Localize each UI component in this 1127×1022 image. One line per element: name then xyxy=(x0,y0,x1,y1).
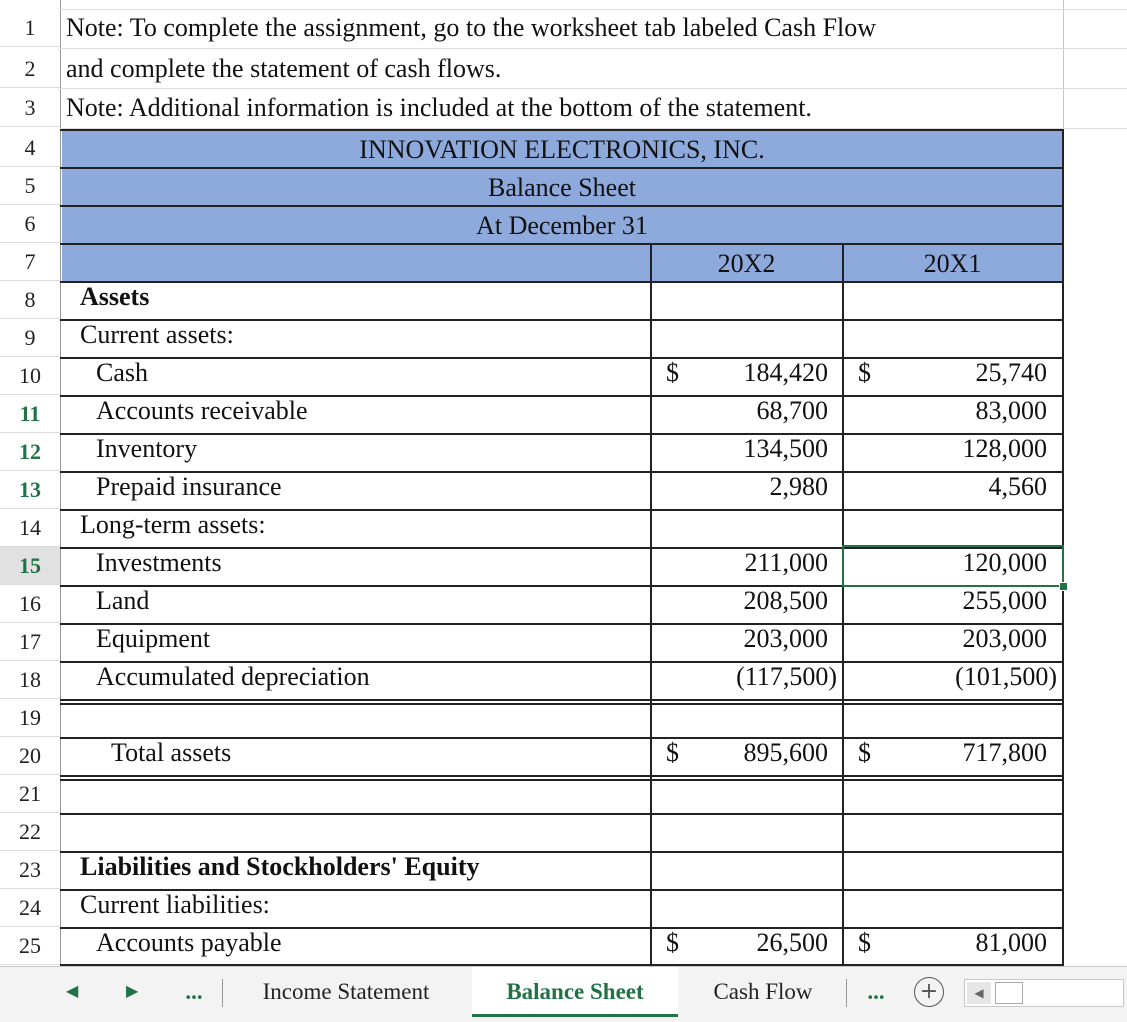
total-assets-20x2[interactable]: 895,600 xyxy=(743,738,828,767)
statement-title[interactable]: Balance Sheet xyxy=(488,173,636,202)
sheet-tab-bar xyxy=(0,966,1127,1022)
row-header-2[interactable]: 2 xyxy=(0,50,60,88)
tab-ellipsis-left[interactable]: ... xyxy=(185,979,203,1004)
accounts-receivable-20x2[interactable]: 68,700 xyxy=(756,396,828,425)
row-header-10[interactable]: 10 xyxy=(0,357,60,395)
row-header-12[interactable]: 12 xyxy=(0,433,60,471)
assets-heading[interactable]: Assets xyxy=(80,282,150,311)
row-header-14[interactable]: 14 xyxy=(0,509,60,547)
row-header-23[interactable]: 23 xyxy=(0,851,60,889)
fill-handle[interactable] xyxy=(1059,582,1068,591)
long-term-assets-heading[interactable]: Long-term assets: xyxy=(80,510,266,539)
row-header-5[interactable]: 5 xyxy=(0,167,60,205)
total-assets-20x1-dollar: $ xyxy=(858,738,871,767)
row-header-19[interactable]: 19 xyxy=(0,699,60,737)
add-sheet-icon[interactable] xyxy=(914,977,944,1007)
liabilities-equity-heading[interactable]: Liabilities and Stockholders' Equity xyxy=(80,852,480,881)
investments-label[interactable]: Investments xyxy=(96,548,222,577)
row-header-6[interactable]: 6 xyxy=(0,205,60,243)
total-assets-label[interactable]: Total assets xyxy=(111,738,232,767)
add-sheet-plus: + xyxy=(919,979,939,1004)
equipment-label[interactable]: Equipment xyxy=(96,624,211,653)
investments-20x2[interactable]: 211,000 xyxy=(744,548,828,577)
investments-20x1[interactable]: 120,000 xyxy=(962,548,1047,577)
note-line-3[interactable]: Note: Additional information is included at the bottom of the statement. xyxy=(66,93,812,122)
accounts-payable-20x1[interactable]: 81,000 xyxy=(975,928,1047,957)
prepaid-insurance-20x1[interactable]: 4,560 xyxy=(988,472,1047,501)
current-liabilities-heading[interactable]: Current liabilities: xyxy=(80,890,270,919)
inventory-20x2[interactable]: 134,500 xyxy=(743,434,828,463)
cash-20x1-dollar: $ xyxy=(858,358,871,387)
accumulated-depreciation-20x2[interactable]: (117,500) xyxy=(736,662,837,691)
row-header-25[interactable]: 25 xyxy=(0,927,60,965)
tab-balance-sheet[interactable]: Balance Sheet xyxy=(472,967,678,1017)
current-assets-heading[interactable]: Current assets: xyxy=(80,320,234,349)
cash-20x2-dollar: $ xyxy=(666,358,679,387)
accounts-receivable-20x1[interactable]: 83,000 xyxy=(975,396,1047,425)
row-header-3[interactable]: 3 xyxy=(0,89,60,127)
cash-20x1[interactable]: 25,740 xyxy=(975,358,1047,387)
accumulated-depreciation-label[interactable]: Accumulated depreciation xyxy=(96,662,370,691)
land-20x1[interactable]: 255,000 xyxy=(962,586,1047,615)
company-name[interactable]: INNOVATION ELECTRONICS, INC. xyxy=(359,135,765,164)
prepaid-insurance-20x2[interactable]: 2,980 xyxy=(769,472,828,501)
row-header-16[interactable]: 16 xyxy=(0,585,60,623)
row-header-17[interactable]: 17 xyxy=(0,623,60,661)
tab-cash-flow[interactable]: Cash Flow xyxy=(713,979,813,1004)
row-header-1[interactable]: 1 xyxy=(0,9,60,47)
row-header-8[interactable]: 8 xyxy=(0,281,60,319)
row-header-24[interactable]: 24 xyxy=(0,889,60,927)
row-header-22[interactable]: 22 xyxy=(0,813,60,851)
row-header-15[interactable]: 15 xyxy=(0,547,60,585)
scroll-left-icon[interactable]: ◀ xyxy=(66,983,79,1000)
total-assets-20x1[interactable]: 717,800 xyxy=(962,738,1047,767)
accounts-payable-20x2[interactable]: 26,500 xyxy=(756,928,828,957)
selected-cell[interactable] xyxy=(842,545,1064,587)
row-header-13[interactable]: 13 xyxy=(0,471,60,509)
equipment-20x2[interactable]: 203,000 xyxy=(743,624,828,653)
row-header-20[interactable]: 20 xyxy=(0,737,60,775)
row-header-4[interactable]: 4 xyxy=(0,129,60,167)
horizontal-scrollbar[interactable] xyxy=(964,979,1124,1007)
land-label[interactable]: Land xyxy=(96,586,150,615)
column-header-20x1[interactable]: 20X1 xyxy=(923,249,982,278)
row-header-11[interactable]: 11 xyxy=(0,395,60,433)
tab-income-statement[interactable]: Income Statement xyxy=(262,979,430,1004)
equipment-20x1[interactable]: 203,000 xyxy=(962,624,1047,653)
inventory-label[interactable]: Inventory xyxy=(96,434,198,463)
accounts-payable-20x1-dollar: $ xyxy=(858,928,871,957)
accounts-payable-label[interactable]: Accounts payable xyxy=(96,928,282,957)
cash-20x2[interactable]: 184,420 xyxy=(743,358,828,387)
scroll-right-icon[interactable]: ▶ xyxy=(126,983,139,1000)
scrollbar-thumb[interactable] xyxy=(995,982,1023,1004)
row-header-9[interactable]: 9 xyxy=(0,319,60,357)
statement-date[interactable]: At December 31 xyxy=(476,211,648,240)
note-line-2[interactable]: and complete the statement of cash flows. xyxy=(66,54,502,83)
cash-label[interactable]: Cash xyxy=(96,358,148,387)
land-20x2[interactable]: 208,500 xyxy=(743,586,828,615)
accounts-receivable-label[interactable]: Accounts receivable xyxy=(96,396,308,425)
tab-ellipsis-right[interactable]: ... xyxy=(867,979,885,1004)
column-header-20x2[interactable]: 20X2 xyxy=(717,249,776,278)
note-line-1[interactable]: Note: To complete the assignment, go to the worksheet tab labeled Cash Flow xyxy=(66,13,877,42)
accumulated-depreciation-20x1[interactable]: (101,500) xyxy=(955,662,1057,691)
scrollbar-left-arrow-icon[interactable]: ◀ xyxy=(967,982,991,1004)
accounts-payable-20x2-dollar: $ xyxy=(666,928,679,957)
inventory-20x1[interactable]: 128,000 xyxy=(962,434,1047,463)
prepaid-insurance-label[interactable]: Prepaid insurance xyxy=(96,472,282,501)
row-header-7[interactable]: 7 xyxy=(0,243,60,281)
total-assets-20x2-dollar: $ xyxy=(666,738,679,767)
row-header-18[interactable]: 18 xyxy=(0,661,60,699)
row-header-21[interactable]: 21 xyxy=(0,775,60,813)
